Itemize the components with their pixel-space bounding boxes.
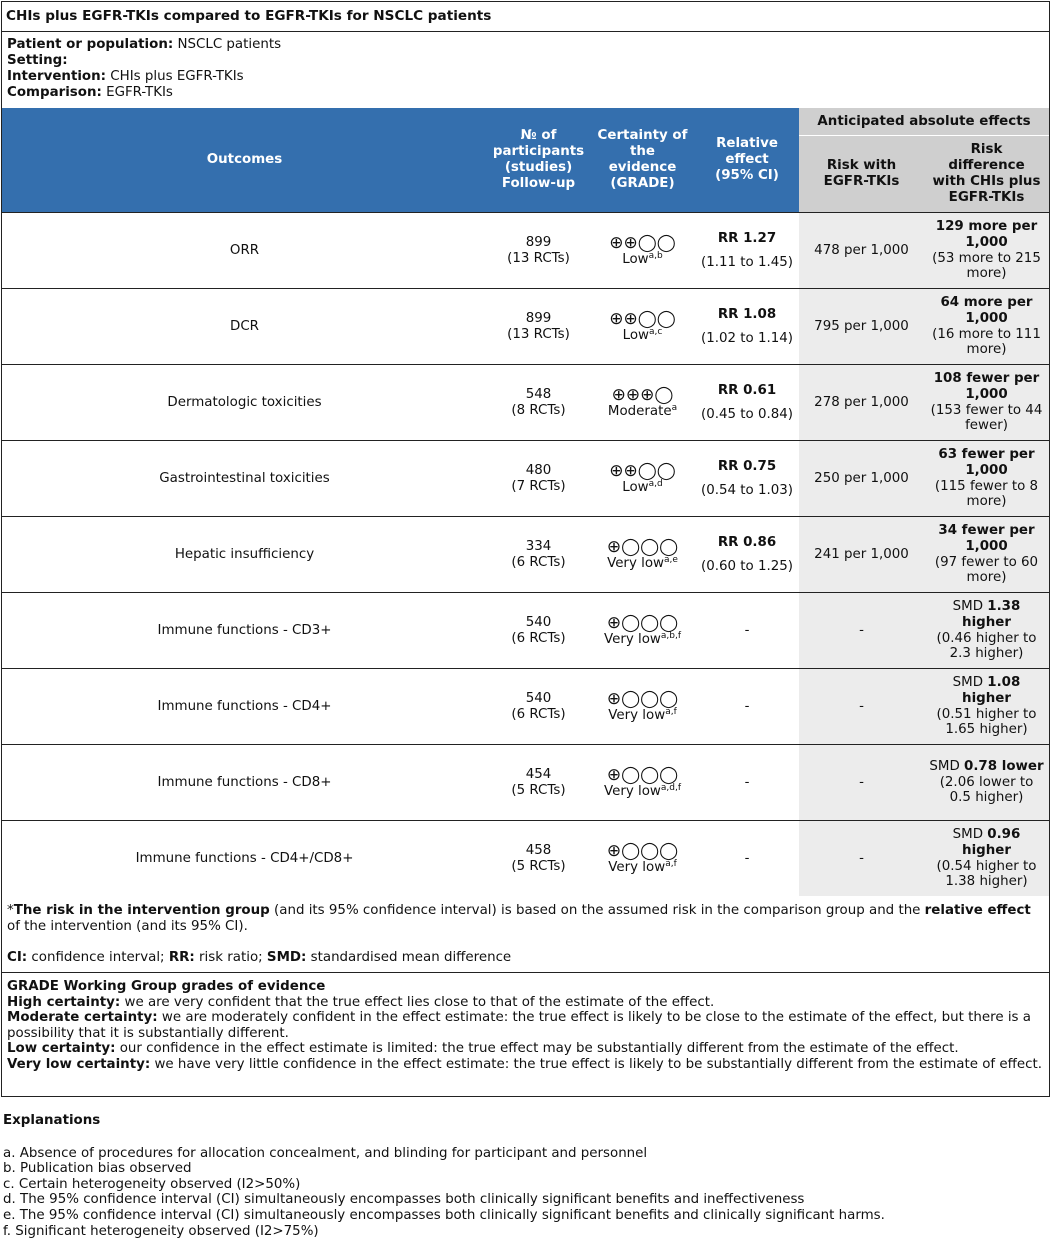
certainty-footnote-ref: a,b: [648, 250, 663, 261]
certainty-footnote-ref: a: [671, 402, 678, 413]
intervention-label: Intervention:: [7, 69, 107, 84]
relative-effect-cell: [695, 745, 799, 821]
risk-difference-cell: [924, 517, 1049, 593]
abbr-rr-label: RR:: [168, 950, 195, 965]
outcome-cell: Immune functions - CD4+: [2, 669, 487, 745]
risk-difference-bold: 1.08 higher: [962, 674, 1021, 706]
outcome-cell: Immune functions - CD3+: [2, 593, 487, 669]
grade-low-label: Low certainty:: [7, 1041, 116, 1057]
certainty-label: Very low: [607, 555, 664, 571]
header-participants-line: Follow-up: [501, 175, 576, 191]
certainty-footnote-ref: a,f: [665, 706, 677, 717]
participants-cell: [487, 593, 590, 669]
grade-symbols-icon: ⊕⊕◯◯: [609, 460, 676, 481]
header-participants-line: № of: [520, 128, 557, 144]
header-risk-difference: [924, 136, 1049, 213]
participants-count: 548: [525, 386, 552, 402]
header-relative-effect: [695, 108, 799, 213]
risk-difference-cell: [924, 289, 1049, 365]
risk-difference-range: (0.54 higher to 1.38 higher): [936, 858, 1037, 890]
header-risk-difference-line: EGFR-TKIs: [948, 189, 1025, 205]
relative-effect-cell: [695, 821, 799, 897]
participants-count: 540: [525, 690, 552, 706]
risk-difference-bold: 1.38 higher: [962, 598, 1021, 630]
footnote-risk-end: of the intervention (and its 95% CI).: [7, 918, 248, 934]
outcome-cell: Hepatic insufficiency: [2, 517, 487, 593]
grade-low-text: our confidence in the effect estimate is limited: the true effect may be substantially different from the estimate of the effect.: [115, 1041, 959, 1057]
header-risk-with: [799, 136, 924, 213]
outcome-cell: Gastrointestinal toxicities: [2, 441, 487, 517]
certainty-cell: [590, 745, 695, 821]
rr-value: RR 1.27: [717, 230, 777, 246]
header-risk-difference-line: difference: [948, 158, 1025, 174]
grade-symbols-icon: ⊕⊕◯◯: [609, 308, 676, 329]
certainty-rating: [594, 860, 691, 876]
outcome-cell: ORR: [2, 213, 487, 289]
population-block: [7, 37, 281, 101]
intervention-line: [7, 69, 281, 85]
outcome-cell: DCR: [2, 289, 487, 365]
certainty-rating: [594, 632, 691, 648]
certainty-cell: [590, 669, 695, 745]
relative-effect-cell: [695, 517, 799, 593]
risk-with-cell: 241 per 1,000: [799, 517, 924, 593]
table-row: [2, 289, 1049, 365]
grade-symbols-icon: ⊕⊕◯◯: [609, 232, 676, 253]
risk-with-cell: -: [799, 593, 924, 669]
population-label: Patient or population:: [7, 37, 174, 52]
risk-difference-range: (153 fewer to 44 fewer): [930, 402, 1043, 434]
certainty-label: Very low: [603, 631, 661, 647]
explanation-item: a. Absence of procedures for allocation concealment, and blinding for participant and personnel: [3, 1145, 648, 1161]
risk-with-cell: -: [799, 745, 924, 821]
certainty-footnote-ref: a,b,f: [660, 630, 682, 641]
risk-difference-prefix: SMD: [952, 598, 988, 614]
rr-value: -: [744, 774, 750, 790]
participants-cell: [487, 669, 590, 745]
grade-very-low-text: we have very little confidence in the effect estimate: the true effect is likely to be substantially different from the estimate of effect.: [150, 1056, 1042, 1072]
header-relative-line: (95% CI): [715, 167, 779, 183]
relative-effect-cell: [695, 365, 799, 441]
comparison-label: Comparison:: [7, 85, 102, 100]
table-row: [2, 593, 1049, 669]
risk-footnote: [7, 903, 1043, 934]
risk-with-cell: 250 per 1,000: [799, 441, 924, 517]
certainty-footnote-ref: a,c: [649, 326, 663, 337]
certainty-cell: [590, 517, 695, 593]
rr-ci: (1.11 to 1.45): [700, 254, 794, 270]
risk-difference-cell: [924, 213, 1049, 289]
grade-symbols-icon: ⊕◯◯◯: [606, 688, 679, 709]
participants-cell: [487, 517, 590, 593]
risk-difference-bold: 108 fewer per 1,000: [933, 370, 1040, 402]
participants-cell: [487, 289, 590, 365]
population-line: [7, 37, 281, 53]
risk-difference-prefix: SMD: [952, 674, 988, 690]
certainty-label: Very low: [608, 859, 666, 875]
grade-symbols-icon: ⊕⊕⊕◯: [611, 384, 674, 405]
certainty-label: Low: [622, 479, 649, 495]
outcome-cell: Immune functions - CD4+/CD8+: [2, 821, 487, 897]
footnote-star: *: [7, 903, 14, 918]
participants-cell: [487, 365, 590, 441]
explanations: [3, 1113, 885, 1239]
abbr-smd-text: standardised mean difference: [306, 950, 512, 965]
grade-high-label: High certainty:: [7, 994, 121, 1010]
certainty-cell: [590, 593, 695, 669]
rr-ci: (0.60 to 1.25): [700, 558, 794, 574]
studies-count: (13 RCTs): [507, 326, 570, 342]
table-row: [2, 365, 1049, 441]
rr-value: RR 0.61: [717, 382, 777, 398]
header-anticipated-effects: Anticipated absolute effects: [799, 108, 1049, 136]
risk-difference-range: (2.06 lower to 0.5 higher): [939, 774, 1034, 806]
header-participants-line: (studies): [504, 160, 573, 175]
grade-moderate-text: we are moderately confident in the effect estimate: the true effect is likely to be close to the estimate of the effect, but there is a possibility that it is substantially different.: [7, 1010, 1031, 1041]
explanations-heading: Explanations: [3, 1113, 101, 1128]
participants-count: 458: [525, 842, 552, 858]
risk-difference-range: (0.51 higher to 1.65 higher): [936, 706, 1037, 738]
certainty-cell: [590, 821, 695, 897]
participants-count: 480: [525, 462, 552, 478]
rr-value: RR 0.75: [717, 458, 777, 474]
grade-high-text: we are very confident that the true effect lies close to that of the estimate of the effect.: [120, 994, 715, 1010]
relative-effect-cell: [695, 213, 799, 289]
risk-difference-bold: 0.96 higher: [962, 826, 1021, 858]
certainty-cell: [590, 365, 695, 441]
participants-cell: [487, 441, 590, 517]
grade-symbols-icon: ⊕◯◯◯: [606, 536, 679, 557]
risk-difference-cell: [924, 365, 1049, 441]
certainty-rating: [594, 252, 691, 268]
grade-moderate-label: Moderate certainty:: [7, 1010, 158, 1026]
certainty-rating: [594, 480, 691, 496]
comparison-value: EGFR-TKIs: [106, 85, 173, 100]
certainty-rating: [594, 556, 691, 572]
outcome-cell: Immune functions - CD8+: [2, 745, 487, 821]
participants-count: 899: [525, 234, 552, 250]
certainty-label: Low: [622, 327, 650, 343]
explanation-item: c. Certain heterogeneity observed (I2>50%): [3, 1176, 301, 1192]
risk-difference-range: (115 fewer to 8 more): [934, 478, 1039, 510]
relative-effect-cell: [695, 669, 799, 745]
grade-symbols-icon: ⊕◯◯◯: [606, 612, 679, 633]
abbr-ci-label: CI:: [7, 950, 28, 965]
certainty-label: Very low: [603, 783, 661, 799]
certainty-label: Very low: [608, 707, 666, 723]
risk-difference-bold: 129 more per 1,000: [935, 218, 1038, 250]
studies-count: (7 RCTs): [511, 478, 566, 494]
abbr-ci-text: confidence interval;: [27, 950, 169, 965]
participants-count: 334: [525, 538, 552, 554]
studies-count: (6 RCTs): [511, 706, 566, 722]
risk-difference-cell: [924, 593, 1049, 669]
table-row: [2, 517, 1049, 593]
explanation-item: b. Publication bias observed: [3, 1161, 192, 1177]
header-certainty-line: (GRADE): [610, 175, 675, 191]
risk-difference-range: (97 fewer to 60 more): [934, 554, 1039, 586]
studies-count: (5 RCTs): [511, 858, 566, 874]
studies-count: (5 RCTs): [511, 782, 566, 798]
certainty-footnote-ref: a,d: [648, 478, 663, 489]
relative-effect-cell: [695, 441, 799, 517]
studies-count: (6 RCTs): [511, 630, 566, 646]
table-row: [2, 441, 1049, 517]
table-title: CHIs plus EGFR-TKIs compared to EGFR-TKIs for NSCLC patients: [6, 8, 492, 24]
header-risk-difference-line: Risk: [970, 142, 1003, 158]
outcome-cell: Dermatologic toxicities: [2, 365, 487, 441]
studies-count: (8 RCTs): [511, 402, 566, 418]
rr-value: -: [744, 622, 750, 638]
risk-difference-prefix: SMD: [929, 758, 965, 774]
grade-very-low: [7, 1057, 1043, 1073]
certainty-rating: [594, 784, 691, 800]
comparison-line: [7, 85, 281, 101]
participants-count: 899: [525, 310, 552, 326]
setting-label: Setting:: [7, 53, 68, 68]
grade-divider: [1, 972, 1050, 973]
setting-line: [7, 53, 281, 69]
certainty-footnote-ref: a,d,f: [660, 782, 682, 793]
explanation-item: f. Significant heterogeneity observed (I2>75%): [3, 1223, 319, 1239]
table-row: [2, 821, 1049, 897]
grade-symbols-icon: ⊕◯◯◯: [606, 840, 679, 861]
header-risk-difference-line: with CHIs plus: [932, 174, 1041, 189]
risk-difference-range: (53 more to 215 more): [932, 250, 1041, 282]
intervention-value: CHIs plus EGFR-TKIs: [110, 69, 244, 84]
table-row: [2, 669, 1049, 745]
certainty-cell: [590, 289, 695, 365]
studies-count: (6 RCTs): [511, 554, 566, 570]
certainty-cell: [590, 213, 695, 289]
certainty-rating: [594, 404, 691, 420]
rr-ci: (0.45 to 0.84): [700, 406, 794, 422]
title-divider: [1, 31, 1050, 32]
population-value: NSCLC patients: [177, 37, 282, 52]
studies-count: (13 RCTs): [507, 250, 570, 266]
grade-low: [7, 1041, 1043, 1057]
abbr-smd-label: SMD:: [266, 950, 307, 965]
header-risk-with-line: EGFR-TKIs: [823, 174, 900, 189]
risk-difference-prefix: SMD: [952, 826, 988, 842]
grade-high: [7, 995, 1043, 1011]
header-relative-line: effect: [725, 152, 769, 168]
certainty-footnote-ref: a,e: [664, 554, 678, 565]
grade-very-low-label: Very low certainty:: [7, 1056, 151, 1072]
header-relative-line: Relative: [716, 136, 778, 152]
header-risk-with-line: Risk with: [826, 158, 897, 174]
risk-with-cell: 478 per 1,000: [799, 213, 924, 289]
certainty-footnote-ref: a,f: [665, 858, 677, 869]
certainty-label: Moderate: [607, 403, 672, 419]
risk-difference-cell: [924, 441, 1049, 517]
participants-count: 540: [525, 614, 552, 630]
risk-difference-bold: 63 fewer per 1,000: [938, 446, 1035, 478]
relative-effect-cell: [695, 289, 799, 365]
risk-difference-cell: [924, 745, 1049, 821]
participants-count: 454: [525, 766, 552, 782]
risk-with-cell: -: [799, 669, 924, 745]
participants-cell: [487, 213, 590, 289]
risk-difference-range: (0.46 higher to 2.3 higher): [936, 630, 1037, 662]
table-row: [2, 745, 1049, 821]
header-participants-line: participants: [492, 144, 585, 160]
rr-value: RR 0.86: [717, 534, 777, 550]
relative-effect-cell: [695, 593, 799, 669]
risk-difference-bold: 0.78 lower: [964, 758, 1044, 774]
risk-difference-bold: 64 more per 1,000: [940, 294, 1033, 326]
grade-section: [7, 979, 1043, 1073]
rr-ci: (1.02 to 1.14): [700, 330, 794, 346]
header-participants: [487, 108, 590, 213]
rr-ci: (0.54 to 1.03): [700, 482, 794, 498]
participants-cell: [487, 821, 590, 897]
grade-symbols-icon: ⊕◯◯◯: [606, 764, 679, 785]
explanation-item: e. The 95% confidence interval (CI) simultaneously encompasses both clinically significant benefits and clinically significant harms.: [3, 1207, 885, 1223]
risk-with-cell: 795 per 1,000: [799, 289, 924, 365]
header-certainty: [590, 108, 695, 213]
risk-difference-bold: 34 fewer per 1,000: [938, 522, 1035, 554]
grade-moderate: [7, 1010, 1043, 1041]
rr-value: -: [744, 698, 750, 714]
certainty-rating: [594, 708, 691, 724]
risk-difference-range: (16 more to 111 more): [932, 326, 1041, 358]
header-certainty-line: the: [629, 144, 656, 160]
footnote-risk-bold: The risk in the intervention group: [13, 903, 270, 918]
abbr-rr-text: risk ratio;: [194, 950, 267, 965]
header-certainty-line: Certainty of: [597, 128, 688, 144]
footnote-relative-bold: relative effect: [924, 903, 1031, 918]
certainty-cell: [590, 441, 695, 517]
certainty-rating: [594, 328, 691, 344]
rr-value: -: [744, 850, 750, 866]
risk-with-cell: 278 per 1,000: [799, 365, 924, 441]
risk-difference-cell: [924, 821, 1049, 897]
footnote-risk-mid: (and its 95% confidence interval) is based on the assumed risk in the comparison group and the: [269, 903, 925, 918]
risk-difference-cell: [924, 669, 1049, 745]
summary-of-findings-table: [2, 108, 1049, 896]
certainty-label: Low: [622, 251, 649, 267]
header-certainty-line: evidence: [608, 160, 677, 175]
participants-cell: [487, 745, 590, 821]
table-row: [2, 213, 1049, 289]
abbreviations: [7, 950, 1043, 966]
grade-heading: GRADE Working Group grades of evidence: [7, 979, 326, 994]
header-outcomes: Outcomes: [2, 108, 487, 213]
risk-with-cell: -: [799, 821, 924, 897]
explanation-item: d. The 95% confidence interval (CI) simultaneously encompasses both clinically significant benefits and ineffectiveness: [3, 1192, 805, 1208]
rr-value: RR 1.08: [717, 306, 777, 322]
